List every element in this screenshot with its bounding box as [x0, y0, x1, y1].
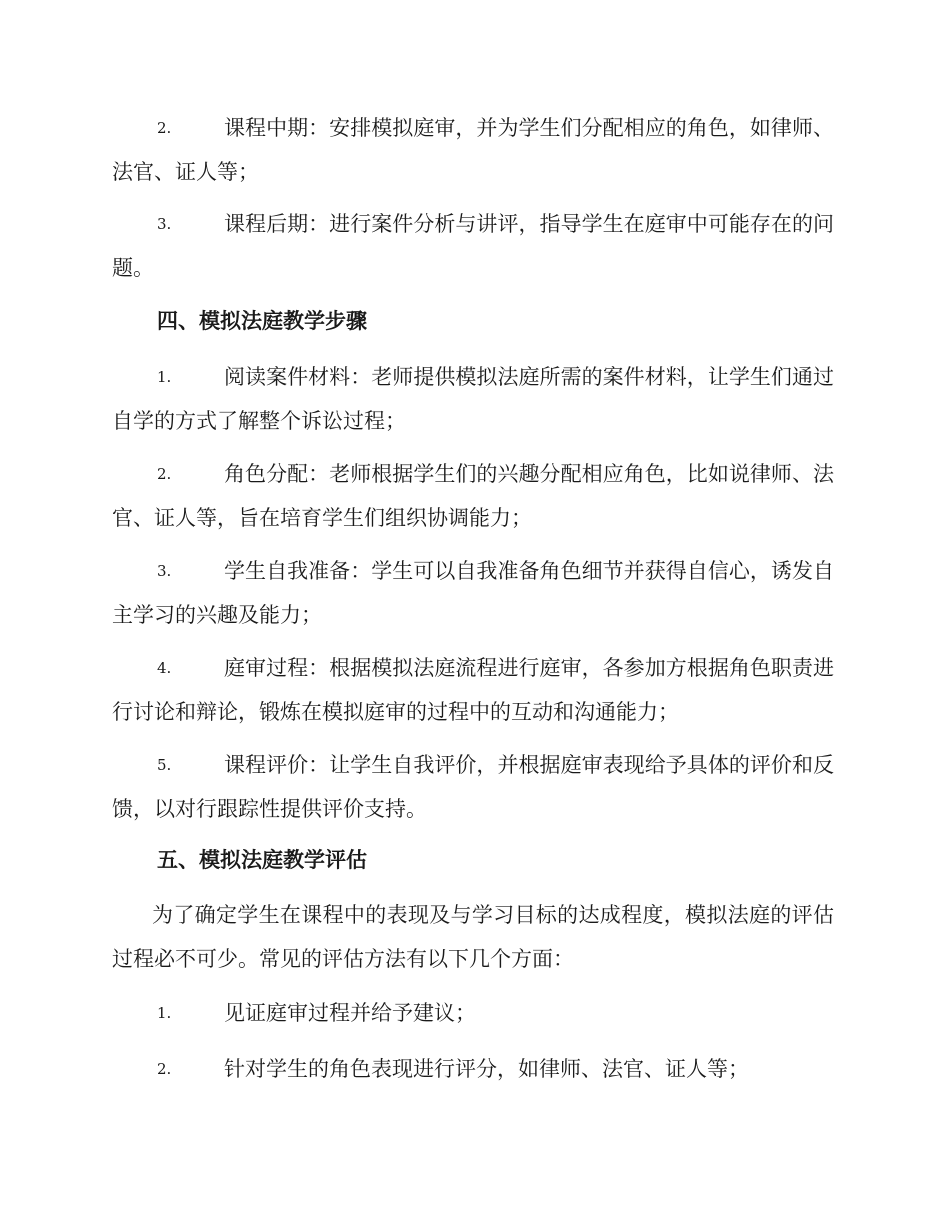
list-number: 1. — [157, 368, 172, 386]
paragraph-text: 为了确定学生在课程中的表现及与学习目标的达成程度，模拟法庭的评估过程必不可少。常见的评估方法有以下几个方面： — [112, 903, 834, 971]
list-item — [112, 549, 834, 637]
list-number: 5. — [157, 756, 172, 774]
list-item — [112, 452, 834, 540]
list-text: 针对学生的角色表现进行评分，如律师、法官、证人等； — [224, 1057, 749, 1081]
list-number: 2. — [157, 465, 172, 483]
list-text: 学生自我准备：学生可以自我准备角色细节并获得自信心，诱发自主学习的兴趣及能力； — [112, 559, 834, 627]
list-text: 课程中期：安排模拟庭审，并为学生们分配相应的角色，如律师、法官、证人等； — [112, 116, 834, 184]
list-number: 1. — [157, 1004, 172, 1022]
list-number: 2. — [157, 119, 172, 137]
section-heading — [112, 838, 834, 882]
list-text: 课程评价：让学生自我评价，并根据庭审表现给予具体的评价和反馈，以对行跟踪性提供评价支持。 — [112, 753, 834, 821]
list-item — [112, 646, 834, 734]
list-item — [112, 1047, 834, 1091]
list-item — [112, 355, 834, 443]
list-item — [112, 991, 834, 1035]
list-item — [112, 743, 834, 831]
section-heading — [112, 299, 834, 343]
list-item — [112, 202, 834, 290]
section-heading-text: 五、模拟法庭教学评估 — [157, 847, 367, 872]
list-number: 3. — [157, 215, 172, 233]
list-number: 2. — [157, 1060, 172, 1078]
paragraph — [112, 893, 834, 981]
list-text: 见证庭审过程并给予建议； — [224, 1001, 476, 1025]
section-heading-text: 四、模拟法庭教学步骤 — [157, 308, 367, 333]
list-text: 课程后期：进行案件分析与讲评，指导学生在庭审中可能存在的问题。 — [112, 212, 834, 280]
list-text: 阅读案件材料：老师提供模拟法庭所需的案件材料，让学生们通过自学的方式了解整个诉讼过程； — [112, 365, 834, 433]
list-number: 4. — [157, 659, 172, 677]
list-item — [112, 106, 834, 194]
list-number: 3. — [157, 562, 172, 580]
list-text: 角色分配：老师根据学生们的兴趣分配相应角色，比如说律师、法官、证人等，旨在培育学生们组织协调能力； — [112, 462, 834, 530]
list-text: 庭审过程：根据模拟法庭流程进行庭审，各参加方根据角色职责进行讨论和辩论，锻炼在模拟庭审的过程中的互动和沟通能力； — [112, 656, 834, 724]
